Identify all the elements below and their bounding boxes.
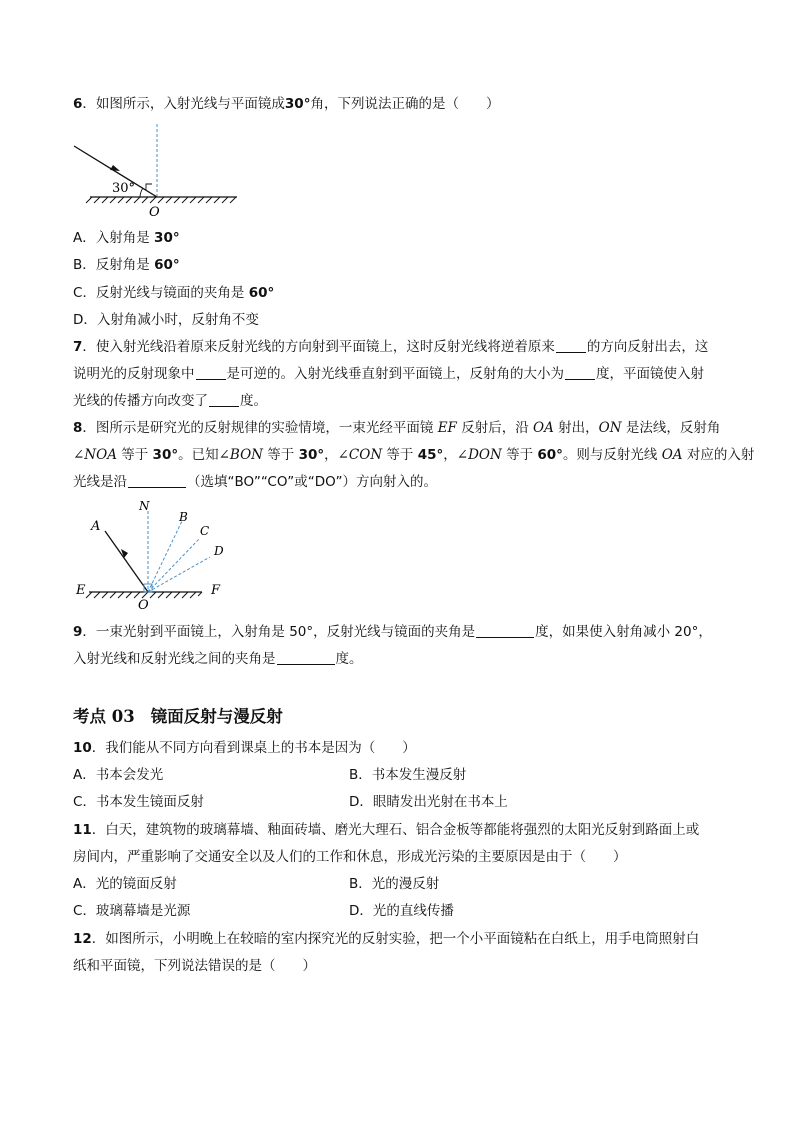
q7-text-2a: 说明光的反射现象中 (73, 366, 195, 382)
q8-label-d: D (214, 544, 224, 558)
q7-blank-3[interactable] (565, 365, 595, 380)
q8-label-c: C (200, 524, 210, 538)
q8-ray-do (148, 557, 210, 592)
q8-value-45: 45° (417, 447, 444, 463)
q8-text-2g: 等于 (501, 447, 538, 463)
q8-label-e: E (76, 583, 86, 598)
q11-option-d-letter: D (349, 903, 360, 919)
q7-blank-1[interactable] (556, 338, 586, 353)
q8-text-2c: 等于 (262, 447, 299, 463)
q7-text-1a: ．使入射光线沿着原来反射光线的方向射到平面镜上，这时反射光线将逆着原来 (82, 339, 555, 355)
q8-text-2e: 等于 (382, 447, 418, 463)
q12-line-1 (73, 930, 699, 948)
q8-angle-don: ∠DON (456, 447, 502, 463)
q10-option-d (349, 793, 508, 811)
q8-text-2d: ， (324, 447, 338, 463)
section-heading (73, 703, 283, 727)
q6-option-d (73, 311, 259, 329)
q9-text-1a: ．一束光射到平面镜上，入射角是 50°，反射光线与镜面的夹角是 (82, 624, 476, 640)
q10-stem (73, 739, 416, 757)
q7-line-1 (73, 338, 708, 356)
q10-option-a-text: ．书本会发光 (82, 767, 164, 783)
q10-option-c-text: ．书本发生镜面反射 (82, 794, 204, 810)
q8-ray-oa: OA (533, 420, 554, 436)
q10-option-b-text: ．书本发生漫反射 (358, 767, 467, 783)
q6-option-b-letter: B (73, 257, 83, 273)
q7-number: 7 (73, 339, 83, 355)
q8-text-3b: （选填“BO”“CO”或“DO”）方向射入的。 (187, 474, 437, 490)
q6-option-a (73, 229, 180, 247)
q7-line-2 (73, 365, 704, 383)
q10-option-b-letter: B (349, 767, 359, 783)
q8-value-60: 60° (537, 447, 563, 463)
q8-mirror-ef: EF (437, 420, 457, 436)
section-label: 考点 03 (73, 707, 135, 726)
q6-figure (70, 120, 250, 220)
q8-ray-arrow (121, 549, 128, 558)
q6-option-d-letter: D (73, 312, 84, 328)
q9-line-2 (73, 650, 363, 668)
q9-text-1b: 度，如果使入射角减小 20°， (535, 624, 712, 640)
section-title: 镜面反射与漫反射 (150, 707, 283, 726)
q11-option-b (349, 875, 439, 893)
q6-option-c-letter: C (73, 285, 83, 301)
q8-value-30b: 30° (298, 447, 325, 463)
q8-label-b: B (179, 510, 188, 524)
q6-option-c-value: 60° (248, 285, 275, 301)
q8-angle-bon: ∠BON (218, 447, 263, 463)
q9-line-1 (73, 623, 712, 641)
q6-ray-arrow (110, 165, 120, 171)
q11-number: 11 (73, 822, 92, 838)
q6-stem (73, 95, 499, 113)
q9-blank-1[interactable] (476, 623, 534, 638)
q11-line-1 (73, 821, 699, 839)
q6-angle-arc (140, 188, 143, 197)
q6-option-c-text: ．反射光线与镜面的夹角是 (82, 285, 249, 301)
q8-line-2 (73, 446, 754, 464)
q11-option-d-text: ．光的直线传播 (359, 903, 454, 919)
q6-option-a-value: 30° (154, 230, 180, 246)
q8-figure (72, 497, 242, 615)
q6-option-b-value: 60° (154, 257, 180, 273)
q8-label-a: A (91, 519, 101, 534)
q8-text-3a: 光线是沿 (73, 474, 127, 490)
q8-label-o: O (138, 598, 149, 613)
q10-option-b (349, 766, 466, 784)
q8-text-2a: 等于 (116, 447, 153, 463)
q6-option-a-letter: A (73, 230, 83, 246)
q12-number: 12 (73, 931, 92, 947)
q6-point-o: O (149, 205, 160, 220)
q11-option-b-letter: B (349, 876, 359, 892)
q8-text-1c: 射出， (553, 420, 599, 436)
q6-right-angle-mark (146, 184, 152, 190)
q9-number: 9 (73, 624, 83, 640)
q10-text: ．我们能从不同方向看到课桌上的书本是因为（ ） (91, 740, 416, 756)
q11-line-2 (73, 848, 627, 866)
q8-text-1a: ．图所示是研究光的反射规律的实验情境，一束光经平面镜 (82, 420, 438, 436)
q11-text-2: 房间内，严重影响了交通安全以及人们的工作和休息，形成光污染的主要原因是由于（ ） (73, 849, 627, 865)
q9-text-2b: 度。 (335, 651, 363, 667)
q6-option-c (73, 284, 274, 302)
q6-option-a-text: ．入射角是 (82, 230, 155, 246)
q7-blank-4[interactable] (209, 392, 239, 407)
q12-text-1: ．如图所示，小明晚上在较暗的室内探究光的反射实验，把一个小平面镜粘在白纸上，用手电筒照射白 (91, 931, 700, 947)
q8-text-2i: 对应的入射 (682, 447, 755, 463)
q8-text-2h: 。则与反射光线 (562, 447, 662, 463)
q7-text-2b: 是可逆的。入射光线垂直射到平面镜上，反射角的大小为 (226, 366, 564, 382)
q11-option-c-text: ．玻璃幕墙是光源 (82, 903, 191, 919)
q8-angle-noa: ∠NOA (73, 447, 117, 463)
q8-text-1b: 反射后，沿 (456, 420, 534, 436)
q6-text-a: ．如图所示，入射光线与平面镜成 (82, 96, 285, 112)
q10-number: 10 (73, 740, 92, 756)
q11-option-a (73, 875, 177, 893)
q8-ray-oa-line (105, 531, 148, 592)
q8-ray-co (148, 538, 200, 592)
q6-mirror-hatching (86, 197, 236, 203)
q11-option-a-letter: A (73, 876, 83, 892)
q6-option-d-text: ．入射角减小时，反射角不变 (83, 312, 259, 328)
q8-blank[interactable] (128, 473, 186, 488)
q8-ray-oa-2: OA (661, 447, 683, 463)
q6-number: 6 (73, 96, 83, 112)
q6-angle: 30° (284, 96, 311, 112)
q8-label-n: N (139, 499, 150, 513)
q12-text-2: 纸和平面镜，下列说法错误的是（ ） (73, 958, 316, 974)
q9-blank-2[interactable] (277, 650, 335, 665)
q7-blank-2[interactable] (196, 365, 226, 380)
q6-angle-label: 30° (112, 181, 136, 196)
q10-option-a-letter: A (73, 767, 83, 783)
q7-text-3b: 度。 (240, 393, 267, 409)
q10-option-d-text: ．眼睛发出光射在书本上 (359, 794, 508, 810)
q8-line-1 (73, 419, 720, 437)
q7-text-3a: 光线的传播方向改变了 (73, 393, 208, 409)
q11-option-b-text: ．光的漫反射 (358, 876, 440, 892)
q11-option-a-text: ．光的镜面反射 (82, 876, 177, 892)
q10-option-c-letter: C (73, 794, 83, 810)
q7-text-1b: 的方向反射出去，这 (586, 339, 709, 355)
q8-normal-on: ON (598, 420, 622, 436)
q10-option-c (73, 793, 204, 811)
q8-text-1d: 是法线，反射角 (621, 420, 721, 436)
q8-text-2f: ， (443, 447, 457, 463)
q8-line-3 (73, 473, 437, 491)
q8-angle-con: ∠CON (337, 447, 383, 463)
q8-ray-bo (148, 521, 182, 592)
q11-text-1: ．白天，建筑物的玻璃幕墙、釉面砖墙、磨光大理石、铝合金板等都能将强烈的太阳光反射到路面上或 (91, 822, 700, 838)
q10-option-d-letter: D (349, 794, 360, 810)
q11-option-c (73, 902, 190, 920)
q12-line-2 (73, 957, 316, 975)
q6-option-b (73, 256, 180, 274)
q6-option-b-text: ．反射角是 (82, 257, 155, 273)
q11-option-c-letter: C (73, 903, 83, 919)
q8-value-30: 30° (152, 447, 179, 463)
q6-text-b: 角，下列说法正确的是（ ） (310, 96, 500, 112)
q8-text-2b: 。已知 (178, 447, 219, 463)
q10-option-a (73, 766, 163, 784)
q7-text-2c: 度，平面镜使入射 (596, 366, 704, 382)
q8-label-f: F (211, 583, 221, 598)
q11-option-d (349, 902, 454, 920)
q8-number: 8 (73, 420, 83, 436)
q9-text-2a: 入射光线和反射光线之间的夹角是 (73, 651, 276, 667)
q7-line-3 (73, 392, 267, 410)
